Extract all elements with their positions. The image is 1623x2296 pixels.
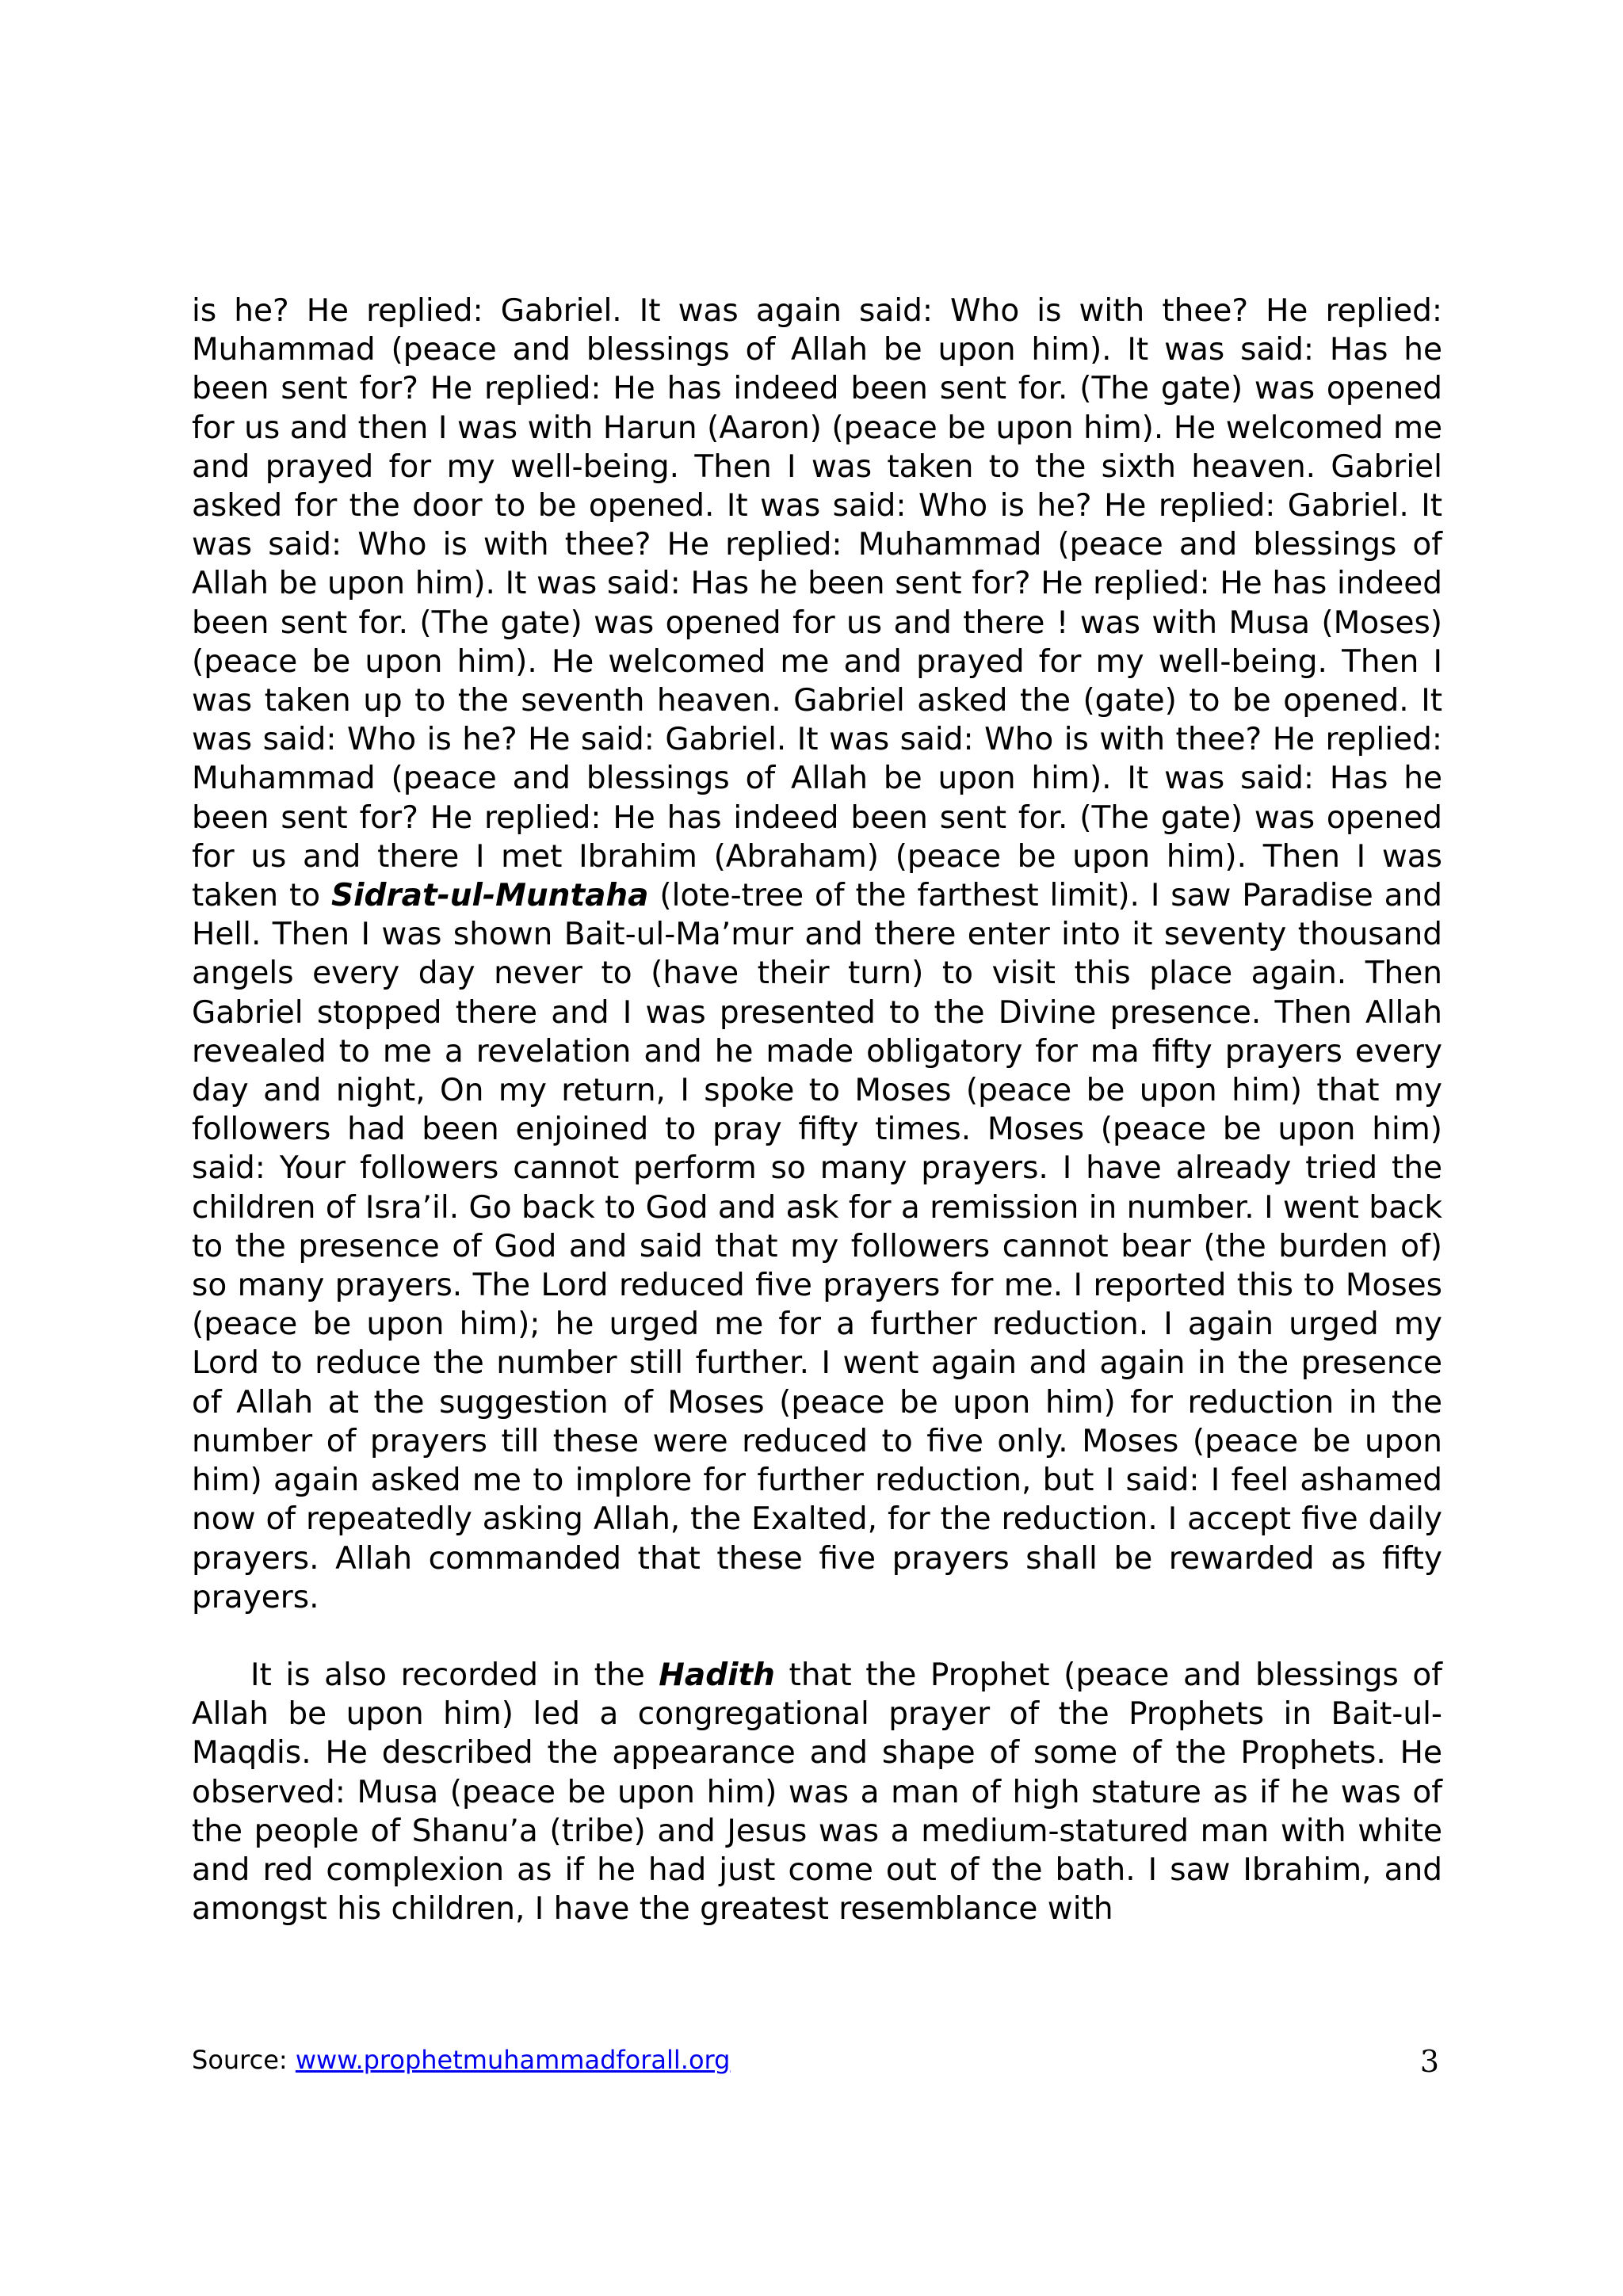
page-number: 3 xyxy=(1419,2044,1439,2079)
paragraph-text: is he? He replied: Gabriel. It was again said: Who is with thee? He replied: Muhammad (peace and blessings of Allah be upon him). It was said: Has he been sent for? He replied: He has indeed been sent for. (The gate) was opened for us and then I was with Harun (Aaron) (peace be upon him). He welcomed me and prayed for my well-being. Then I was taken to the sixth heaven. Gabriel asked for the door to be opened. It was said: Who is he? He replied: Gabriel. It was said: Who is with thee? He replied: Muhammad (peace and blessings of Allah be upon him). It was said: Has he been sent for? He replied: He has indeed been sent for. (The gate) was opened for us and there ! was with Musa (Moses) (peace be upon him). He welcomed me and prayed for my well-being. Then I was taken up to the seventh heaven. Gabriel asked the (gate) to be opened. It was said: Who is he? He said: Gabriel. It was said: Who is with thee? He replied: Muhammad (peace and blessings of Allah be upon him). It was said: Has he been sent for? He replied: He has indeed been sent for. (The gate) was opened for us and there I met Ibrahim (Abraham) (peace be upon him). Then I was taken to xyxy=(192,293,1442,914)
paragraph xyxy=(192,1656,1442,1928)
paragraph xyxy=(192,292,1442,1617)
emphasized-term: Hadith xyxy=(659,1657,775,1693)
document-body xyxy=(192,292,1442,1928)
emphasized-term: Sidrat-ul-Muntaha xyxy=(331,878,649,914)
source-link[interactable]: www.prophetmuhammadforall.org xyxy=(295,2045,731,2075)
source-label: Source: xyxy=(192,2045,296,2075)
paragraph-text: that the Prophet (peace and blessings of Allah be upon him) led a congregational prayer of the Prophets in Bait-ul-Maqdis. He described the appearance and shape of some of the Prophets. He observed: Musa (peace be upon him) was a man of high stature as if he was of the people of Shanu’a (tribe) and Jesus was a medium-statured man with white and red complexion as if he had just come out of the bath. I saw Ibrahim, and amongst his children, I have the greatest resemblance with xyxy=(192,1657,1442,1928)
paragraph-text: It is also recorded in the xyxy=(250,1657,659,1693)
footer-source xyxy=(192,2044,730,2076)
paragraph-text: (lote-tree of the farthest limit). I saw Paradise and Hell. Then I was shown Bait-ul-Ma’mur and there enter into it seventy thousand angels every day never to (have their turn) to visit this place again. Then Gabriel stopped there and I was presented to the Divine presence. Then Allah revealed to me a revelation and he made obligatory for ma fifty prayers every day and night, On my return, I spoke to Moses (peace be upon him) that my followers had been enjoined to pray fifty times. Moses (peace be upon him) said: Your followers cannot perform so many prayers. I have already tried the children of Isra’il. Go back to God and ask for a remission in number. I went back to the presence of God and said that my followers cannot bear (the burden of) so many prayers. The Lord reduced five prayers for me. I reported this to Moses (peace be upon him); he urged me for a further reduction. I again urged my Lord to reduce the number still further. I went again and again in the presence of Allah at the suggestion of Moses (peace be upon him) for reduction in the number of prayers till these were reduced to five only. Moses (peace be upon him) again asked me to implore for further reduction, but I said: I feel ashamed now of repeatedly asking Allah, the Exalted, for the reduction. I accept five daily prayers. Allah commanded that these five prayers shall be rewarded as fifty prayers. xyxy=(192,878,1442,1615)
